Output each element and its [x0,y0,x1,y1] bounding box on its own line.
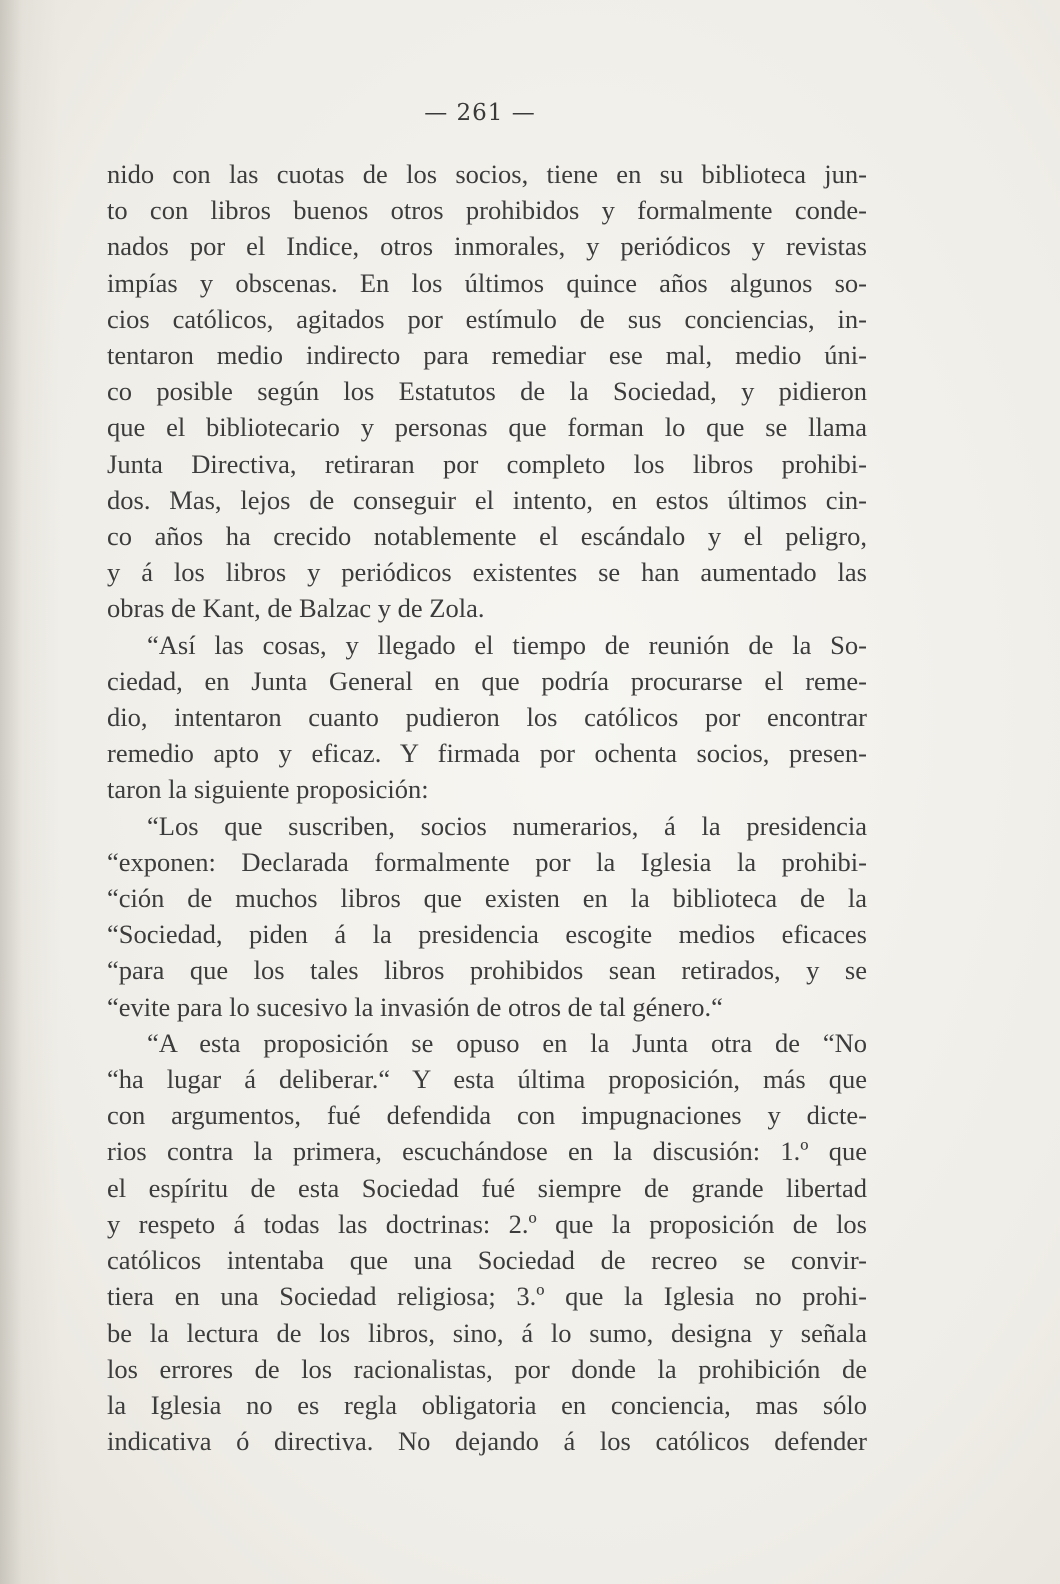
text-line: ciedad, en Junta General en que podría procurarse el reme- [107,665,867,696]
text-line: rios contra la primera, escuchándose en la discusión: 1.º que [107,1136,867,1167]
text-line: nados por el Indice, otros inmorales, y periódicos y revistas [107,231,867,262]
text-line: tiera en una Sociedad religiosa; 3.º que la Iglesia no prohi- [107,1281,867,1312]
text-line: “Así las cosas, y llegado el tiempo de reunión de la So- [147,629,867,660]
text-line: co años ha crecido notablemente el escándalo y el peligro, [107,521,867,552]
text-line: “exponen: Declarada formalmente por la Iglesia la prohibi- [107,846,867,877]
text-line: dio, intentaron cuanto pudieron los católicos por encontrar [107,702,867,733]
text-line: nido con las cuotas de los socios, tiene en su biblioteca jun- [107,159,867,189]
text-line: que el bibliotecario y personas que forman lo que se llama [107,412,867,443]
page-number: — 261 — [424,100,536,126]
body-text [107,156,867,1459]
text-line: tentaron medio indirecto para remediar ese mal, medio úni- [107,340,867,371]
text-line: cios católicos, agitados por estímulo de sus conciencias, in- [107,303,867,334]
text-line: “A esta proposición se opuso en la Junta otra de “No [147,1027,867,1058]
text-line: católicos intentaba que una Sociedad de recreo se convir- [107,1245,867,1276]
text-line: y respeto á todas las doctrinas: 2.º que la proposición de los [107,1208,867,1239]
text-line: co posible según los Estatutos de la Sociedad, y pidieron [107,376,867,407]
text-line: taron la siguiente proposición: [107,774,429,805]
text-line: “ción de muchos libros que existen en la biblioteca de la [107,883,867,914]
text-line: los errores de los racionalistas, por donde la prohibición de [107,1353,867,1384]
text-line: be la lectura de los libros, sino, á lo sumo, designa y señala [107,1317,867,1348]
text-line: “ha lugar á deliberar.“ Y esta última proposición, más que [107,1064,867,1095]
text-line: y á los libros y periódicos existentes se han aumentado las [107,557,867,588]
text-line: la Iglesia no es regla obligatoria en conciencia, mas sólo [107,1389,867,1420]
text-line: obras de Kant, de Balzac y de Zola. [107,593,485,624]
text-line: impías y obscenas. En los últimos quince años algunos so- [107,267,867,298]
text-line: remedio apto y eficaz. Y firmada por ochenta socios, presen- [107,738,867,769]
text-line: dos. Mas, lejos de conseguir el intento, en estos últimos cin- [107,484,867,515]
text-line: “para que los tales libros prohibidos sean retirados, y se [107,955,867,986]
text-line: con argumentos, fué defendida con impugnaciones y dicte- [107,1100,867,1131]
text-line: “evite para lo sucesivo la invasión de otros de tal género.“ [107,991,723,1022]
text-line: el espíritu de esta Sociedad fué siempre de grande libertad [107,1172,867,1203]
text-line: “Sociedad, piden á la presidencia escogite medios eficaces [107,919,867,950]
text-line: to con libros buenos otros prohibidos y formalmente conde- [107,195,867,226]
text-line: Junta Directiva, retiraran por completo los libros prohibi- [107,448,867,479]
text-line: indicativa ó directiva. No dejando á los católicos defender [107,1426,867,1457]
text-line: “Los que suscriben, socios numerarios, á la presidencia [147,810,867,841]
